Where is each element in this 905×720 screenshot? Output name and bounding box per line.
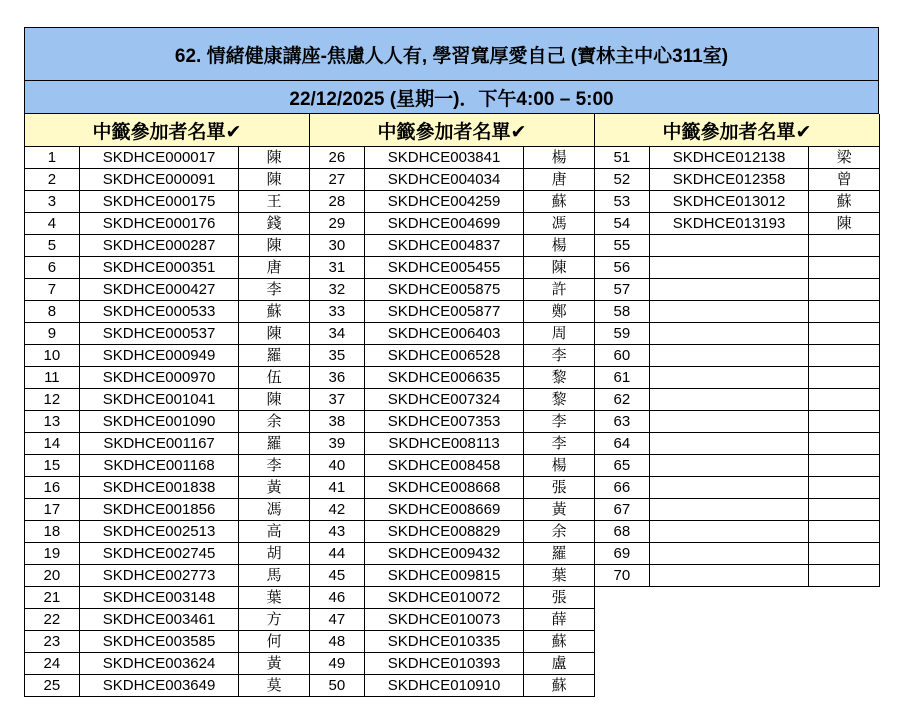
row-number: 21 [25,587,80,609]
table-row [25,389,310,411]
member-surname: 王 [239,191,310,213]
member-surname: 何 [239,631,310,653]
table-row [595,147,880,169]
table-row [310,169,595,191]
member-id: SKDHCE005877 [364,301,524,323]
table-row [310,565,595,587]
table-row [595,455,880,477]
member-id: SKDHCE000176 [79,213,239,235]
row-number: 46 [310,587,365,609]
table-row [310,499,595,521]
table-row [310,147,595,169]
table-row [25,631,310,653]
member-surname: 陳 [239,169,310,191]
row-number: 51 [595,147,650,169]
member-id [649,543,809,565]
table-row [595,499,880,521]
member-id: SKDHCE012358 [649,169,809,191]
row-number: 69 [595,543,650,565]
table-row [310,191,595,213]
table-row [25,521,310,543]
member-surname: 陳 [809,213,880,235]
table-row [25,257,310,279]
table-row [25,411,310,433]
member-surname: 羅 [524,543,595,565]
table-row [595,279,880,301]
table-row [25,235,310,257]
row-number: 43 [310,521,365,543]
member-id [649,521,809,543]
member-surname: 羅 [239,345,310,367]
member-surname [809,543,880,565]
member-id: SKDHCE004699 [364,213,524,235]
row-number: 52 [595,169,650,191]
event-date: 22/12/2025 (星期一)．下午4:00 – 5:00 [24,81,879,114]
member-id [649,477,809,499]
table-row [595,301,880,323]
member-surname [809,411,880,433]
member-surname: 陳 [239,389,310,411]
table-row [595,521,880,543]
member-id: SKDHCE007324 [364,389,524,411]
member-id: SKDHCE003461 [79,609,239,631]
member-id [649,301,809,323]
table-row [595,411,880,433]
row-number: 67 [595,499,650,521]
table-row [595,543,880,565]
row-number: 48 [310,631,365,653]
member-surname: 馮 [239,499,310,521]
member-id: SKDHCE000949 [79,345,239,367]
member-surname [809,477,880,499]
row-number: 5 [25,235,80,257]
row-number: 17 [25,499,80,521]
table-row [25,169,310,191]
member-id: SKDHCE002745 [79,543,239,565]
member-surname [809,455,880,477]
row-number: 35 [310,345,365,367]
row-number: 53 [595,191,650,213]
member-surname: 李 [524,411,595,433]
member-surname: 胡 [239,543,310,565]
member-surname: 黎 [524,367,595,389]
table-row [310,323,595,345]
member-id [649,411,809,433]
member-surname: 高 [239,521,310,543]
row-number: 14 [25,433,80,455]
member-surname [809,521,880,543]
member-id [649,389,809,411]
row-number: 70 [595,565,650,587]
member-surname: 蘇 [809,191,880,213]
member-surname [809,367,880,389]
member-surname: 馮 [524,213,595,235]
table-row [310,411,595,433]
member-id: SKDHCE010393 [364,653,524,675]
member-surname [809,345,880,367]
group-header: 中籤參加者名單✔ [24,114,310,147]
table-row [25,565,310,587]
member-surname [809,499,880,521]
member-surname: 鄭 [524,301,595,323]
table-row [25,191,310,213]
member-id: SKDHCE012138 [649,147,809,169]
table-row [310,543,595,565]
row-number: 45 [310,565,365,587]
member-id: SKDHCE006528 [364,345,524,367]
row-number: 8 [25,301,80,323]
member-surname: 伍 [239,367,310,389]
table-row [310,477,595,499]
member-id [649,279,809,301]
table-row [595,345,880,367]
member-surname [809,235,880,257]
table-row [310,257,595,279]
member-surname: 李 [524,345,595,367]
table-row [310,653,595,675]
table-row [595,213,880,235]
row-number: 57 [595,279,650,301]
row-number: 15 [25,455,80,477]
member-id: SKDHCE007353 [364,411,524,433]
member-surname: 陳 [239,323,310,345]
member-id: SKDHCE000091 [79,169,239,191]
member-id: SKDHCE013193 [649,213,809,235]
table-row [595,323,880,345]
member-id: SKDHCE003148 [79,587,239,609]
member-surname [809,279,880,301]
table-row [25,477,310,499]
row-number: 27 [310,169,365,191]
member-id: SKDHCE008458 [364,455,524,477]
table-row [310,455,595,477]
member-surname: 黃 [239,477,310,499]
member-id: SKDHCE008113 [364,433,524,455]
member-id: SKDHCE008669 [364,499,524,521]
row-number: 40 [310,455,365,477]
member-id: SKDHCE003585 [79,631,239,653]
member-id: SKDHCE001856 [79,499,239,521]
row-number: 31 [310,257,365,279]
member-id [649,345,809,367]
table-row [310,631,595,653]
member-id: SKDHCE003624 [79,653,239,675]
member-surname: 錢 [239,213,310,235]
table-row [310,235,595,257]
member-id: SKDHCE010910 [364,675,524,697]
member-surname: 蘇 [524,675,595,697]
row-number: 22 [25,609,80,631]
participant-group-3 [594,114,880,587]
member-id: SKDHCE001090 [79,411,239,433]
row-number: 38 [310,411,365,433]
table-row [25,543,310,565]
table-row [25,675,310,697]
member-id [649,499,809,521]
member-id [649,455,809,477]
row-number: 28 [310,191,365,213]
member-id: SKDHCE009432 [364,543,524,565]
row-number: 12 [25,389,80,411]
table-row [25,433,310,455]
row-number: 66 [595,477,650,499]
member-surname: 莫 [239,675,310,697]
member-surname: 黃 [239,653,310,675]
row-number: 54 [595,213,650,235]
member-surname: 周 [524,323,595,345]
table-row [310,345,595,367]
member-id [649,433,809,455]
participant-group-1 [24,114,310,697]
member-id: SKDHCE004259 [364,191,524,213]
participant-table [309,147,595,697]
row-number: 49 [310,653,365,675]
member-id: SKDHCE008668 [364,477,524,499]
member-id: SKDHCE006635 [364,367,524,389]
group-header: 中籤參加者名單✔ [309,114,595,147]
table-row [25,213,310,235]
member-id: SKDHCE001041 [79,389,239,411]
row-number: 56 [595,257,650,279]
event-title: 62. 情緒健康講座-焦慮人人有, 學習寬厚愛自己 (寶林主中心311室) [24,27,879,81]
row-number: 1 [25,147,80,169]
member-surname: 陳 [524,257,595,279]
member-surname: 張 [524,477,595,499]
member-id [649,367,809,389]
row-number: 29 [310,213,365,235]
member-id: SKDHCE002773 [79,565,239,587]
member-surname: 蘇 [239,301,310,323]
member-id: SKDHCE000017 [79,147,239,169]
member-surname: 方 [239,609,310,631]
table-row [595,169,880,191]
row-number: 6 [25,257,80,279]
table-row [25,653,310,675]
member-id [649,257,809,279]
member-surname [809,433,880,455]
member-surname: 馬 [239,565,310,587]
member-id: SKDHCE013012 [649,191,809,213]
member-id: SKDHCE000537 [79,323,239,345]
table-row [595,367,880,389]
member-id: SKDHCE010072 [364,587,524,609]
member-id: SKDHCE000970 [79,367,239,389]
row-number: 55 [595,235,650,257]
member-surname: 盧 [524,653,595,675]
member-surname: 陳 [239,235,310,257]
row-number: 32 [310,279,365,301]
member-surname: 李 [239,279,310,301]
row-number: 50 [310,675,365,697]
member-surname [809,301,880,323]
row-number: 26 [310,147,365,169]
member-id: SKDHCE002513 [79,521,239,543]
table-row [595,477,880,499]
member-id [649,235,809,257]
member-id: SKDHCE009815 [364,565,524,587]
row-number: 39 [310,433,365,455]
row-number: 58 [595,301,650,323]
table-row [25,345,310,367]
member-surname [809,257,880,279]
member-surname: 唐 [524,169,595,191]
member-surname: 陳 [239,147,310,169]
participant-table [24,147,310,697]
table-row [25,587,310,609]
member-id: SKDHCE006403 [364,323,524,345]
row-number: 16 [25,477,80,499]
member-surname: 余 [239,411,310,433]
table-row [595,235,880,257]
row-number: 24 [25,653,80,675]
table-row [310,301,595,323]
member-id: SKDHCE003649 [79,675,239,697]
member-id: SKDHCE000533 [79,301,239,323]
member-id: SKDHCE000287 [79,235,239,257]
row-number: 41 [310,477,365,499]
row-number: 19 [25,543,80,565]
member-id: SKDHCE004034 [364,169,524,191]
member-surname: 羅 [239,433,310,455]
member-id [649,323,809,345]
table-row [310,279,595,301]
row-number: 10 [25,345,80,367]
row-number: 37 [310,389,365,411]
member-id: SKDHCE010335 [364,631,524,653]
row-number: 59 [595,323,650,345]
table-row [25,301,310,323]
row-number: 3 [25,191,80,213]
member-id: SKDHCE005875 [364,279,524,301]
member-surname: 唐 [239,257,310,279]
table-row [310,587,595,609]
table-row [310,367,595,389]
row-number: 13 [25,411,80,433]
member-id: SKDHCE000427 [79,279,239,301]
member-id: SKDHCE005455 [364,257,524,279]
row-number: 33 [310,301,365,323]
member-surname: 曾 [809,169,880,191]
table-row [310,389,595,411]
row-number: 65 [595,455,650,477]
table-row [25,279,310,301]
member-surname: 黃 [524,499,595,521]
table-row [595,565,880,587]
row-number: 34 [310,323,365,345]
member-surname: 葉 [239,587,310,609]
table-row [310,521,595,543]
row-number: 23 [25,631,80,653]
participant-table [594,147,880,587]
member-id: SKDHCE001167 [79,433,239,455]
row-number: 62 [595,389,650,411]
row-number: 68 [595,521,650,543]
row-number: 20 [25,565,80,587]
table-row [310,433,595,455]
table-row [25,323,310,345]
table-row [595,191,880,213]
table-row [310,213,595,235]
table-row [595,389,880,411]
row-number: 61 [595,367,650,389]
row-number: 2 [25,169,80,191]
member-surname: 李 [239,455,310,477]
member-id [649,565,809,587]
row-number: 64 [595,433,650,455]
row-number: 25 [25,675,80,697]
row-number: 30 [310,235,365,257]
table-row [310,609,595,631]
member-id: SKDHCE000351 [79,257,239,279]
row-number: 47 [310,609,365,631]
member-id: SKDHCE001838 [79,477,239,499]
member-id: SKDHCE001168 [79,455,239,477]
table-row [25,147,310,169]
member-surname: 李 [524,433,595,455]
row-number: 42 [310,499,365,521]
row-number: 4 [25,213,80,235]
member-id: SKDHCE000175 [79,191,239,213]
member-surname [809,565,880,587]
member-id: SKDHCE010073 [364,609,524,631]
row-number: 18 [25,521,80,543]
member-surname: 楊 [524,235,595,257]
row-number: 63 [595,411,650,433]
member-surname: 許 [524,279,595,301]
member-surname: 葉 [524,565,595,587]
member-surname: 張 [524,587,595,609]
row-number: 11 [25,367,80,389]
member-surname: 黎 [524,389,595,411]
table-row [595,433,880,455]
member-surname: 余 [524,521,595,543]
participant-group-2 [309,114,595,697]
member-surname: 薛 [524,609,595,631]
table-row [25,499,310,521]
member-surname [809,389,880,411]
member-id: SKDHCE004837 [364,235,524,257]
row-number: 44 [310,543,365,565]
member-surname: 楊 [524,455,595,477]
row-number: 36 [310,367,365,389]
table-row [595,257,880,279]
table-row [25,455,310,477]
table-row [25,367,310,389]
member-id: SKDHCE008829 [364,521,524,543]
member-surname: 楊 [524,147,595,169]
group-header: 中籤參加者名單✔ [594,114,880,147]
row-number: 60 [595,345,650,367]
member-surname: 蘇 [524,631,595,653]
table-row [310,675,595,697]
member-id: SKDHCE003841 [364,147,524,169]
row-number: 9 [25,323,80,345]
member-surname [809,323,880,345]
member-surname: 梁 [809,147,880,169]
row-number: 7 [25,279,80,301]
member-surname: 蘇 [524,191,595,213]
table-row [25,609,310,631]
